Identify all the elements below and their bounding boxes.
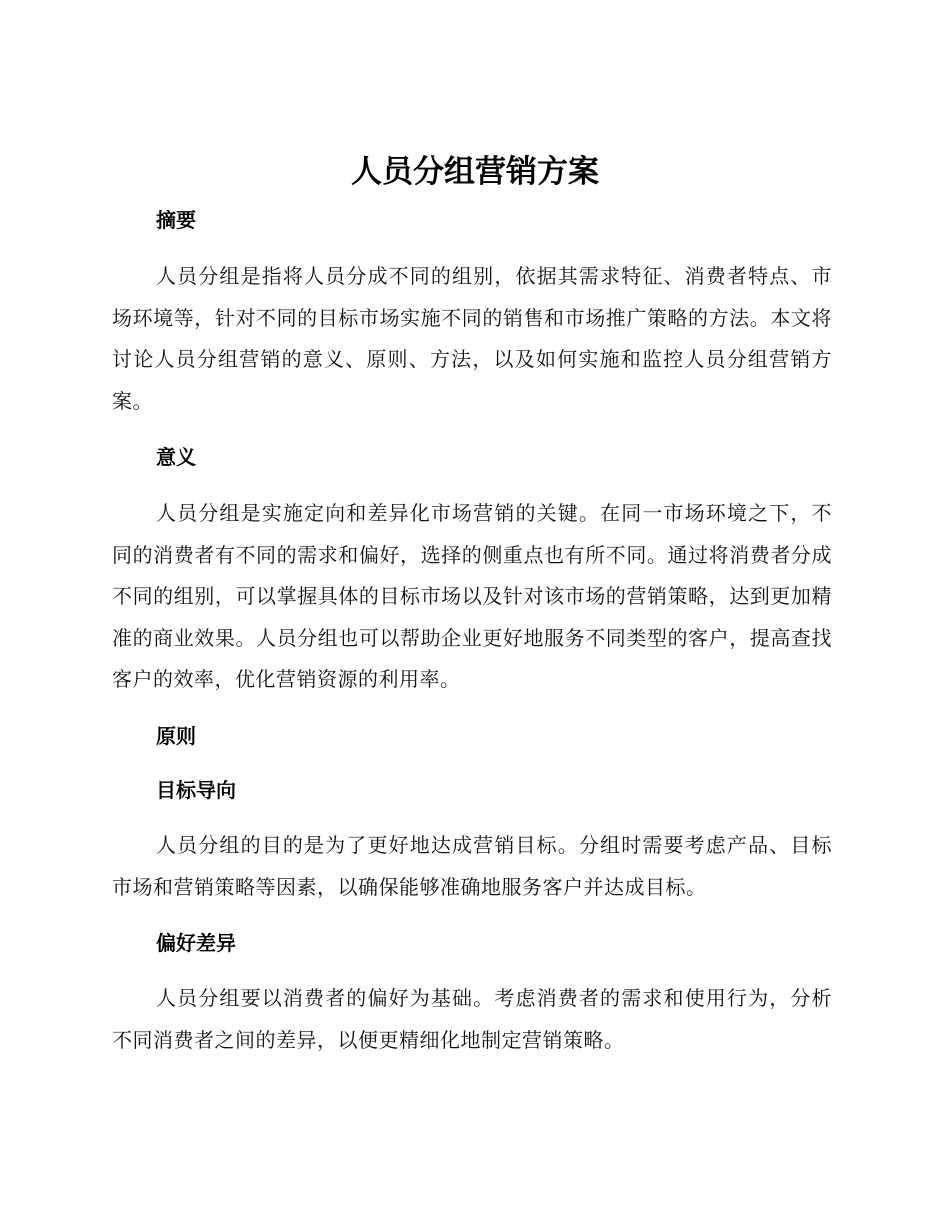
- abstract-heading: 摘要: [156, 208, 196, 232]
- significance-paragraph: 人员分组是实施定向和差异化市场营销的关键。在同一市场环境之下，不同的消费者有不同的需求和偏好，选择的侧重点也有所不同。通过将消费者分成不同的组别，可以掌握具体的目标市场以及针对该市场的营销策略，达到更加精准的商业效果。人员分组也可以帮助企业更好地服务不同类型的客户，提高查找客户的效率，优化营销资源的利用率。: [112, 501, 832, 691]
- principles-heading: 原则: [156, 724, 196, 748]
- preference-difference-paragraph: 人员分组要以消费者的偏好为基础。考虑消费者的需求和使用行为，分析不同消费者之间的差异，以便更精细化地制定营销策略。: [112, 986, 832, 1052]
- preference-difference-heading: 偏好差异: [156, 931, 236, 955]
- significance-heading: 意义: [156, 445, 196, 469]
- goal-oriented-paragraph: 人员分组的目的是为了更好地达成营销目标。分组时需要考虑产品、目标市场和营销策略等因素，以确保能够准确地服务客户并达成目标。: [112, 833, 832, 899]
- goal-oriented-heading: 目标导向: [156, 778, 236, 802]
- abstract-paragraph: 人员分组是指将人员分成不同的组别，依据其需求特征、消费者特点、市场环境等，针对不同的目标市场实施不同的销售和市场推广策略的方法。本文将讨论人员分组营销的意义、原则、方法，以及如何实施和监控人员分组营销方案。: [112, 264, 832, 413]
- document-title: 人员分组营销方案: [351, 154, 599, 190]
